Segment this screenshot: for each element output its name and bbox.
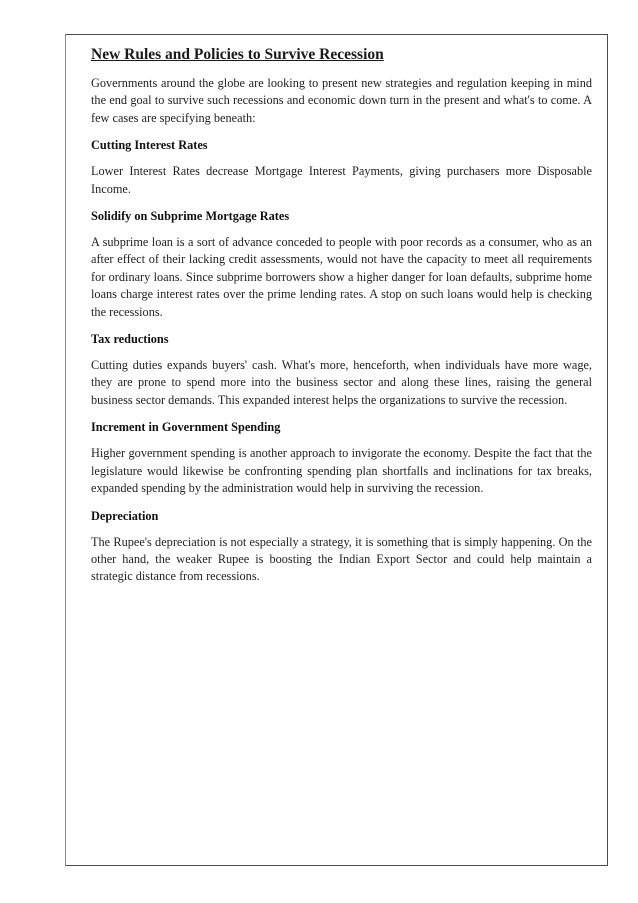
section-heading: Solidify on Subprime Mortgage Rates <box>91 209 290 224</box>
section-government-spending <box>91 419 592 497</box>
section-paragraph: Higher government spending is another approach to invigorate the economy. Despite the fact that the legislature would likewise be confronting spending plan shortfalls and inclinations for tax breaks, expanded spending by the administration would help in surviving the recession. <box>91 446 592 496</box>
section-paragraph: Lower Interest Rates decrease Mortgage Interest Payments, giving purchasers more Disposable Income. <box>91 164 592 196</box>
section-subprime-mortgage-rates <box>91 208 592 321</box>
section-heading: Cutting Interest Rates <box>91 138 208 153</box>
intro-paragraph: Governments around the globe are looking to present new strategies and regulation keeping in mind the end goal to survive such recessions and economic down turn in the present and what's to come. A few cases are specifying beneath: <box>91 76 592 125</box>
section-cutting-interest-rates <box>91 137 592 198</box>
section-heading: Depreciation <box>91 508 159 523</box>
document-body <box>91 45 592 596</box>
section-tax-reductions <box>91 331 592 409</box>
section-heading: Tax reductions <box>91 332 169 347</box>
section-heading: Increment in Government Spending <box>91 420 281 435</box>
section-paragraph: Cutting duties expands buyers' cash. What's more, henceforth, when individuals have more wage, they are prone to spend more into the business sector and along these lines, raising the general business sector demands. This expanded interest helps the organizations to survive the recession. <box>91 358 592 407</box>
section-depreciation <box>91 508 592 586</box>
section-paragraph: The Rupee's depreciation is not especially a strategy, it is something that is simply happening. On the other hand, the weaker Rupee is boosting the Indian Export Sector and could help maintain a strategic distance from recessions. <box>91 534 592 584</box>
document-title: New Rules and Policies to Survive Recession <box>91 46 384 63</box>
section-paragraph: A subprime loan is a sort of advance conceded to people with poor records as a consumer, who as an after effect of their lacking credit assessments, would not have the capacity to meet all requirements for ordinary loans. Since subprime borrowers show a higher danger for loan defaults, subprime home loans charge interest rates over the prime lending rates. A stop on such loans would help is checking the recessions. <box>91 235 592 319</box>
